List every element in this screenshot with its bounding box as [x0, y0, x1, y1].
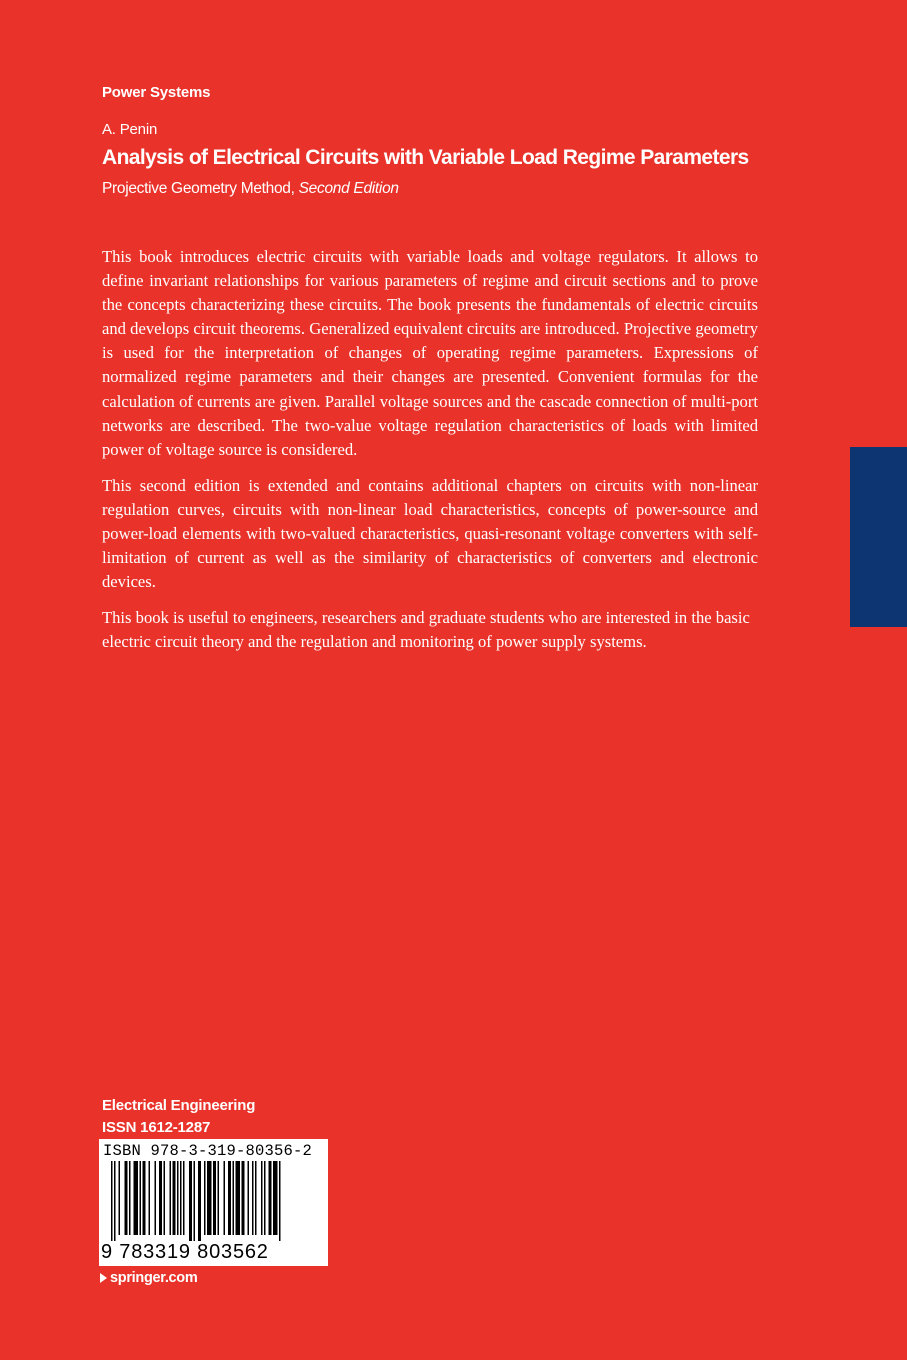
barcode-bar	[111, 1161, 113, 1241]
barcode-bar	[213, 1161, 216, 1235]
barcode-bar	[198, 1161, 201, 1241]
barcode-bar	[242, 1161, 245, 1235]
barcode-bar	[233, 1161, 235, 1235]
barcode-bar	[143, 1161, 146, 1235]
barcode-bar	[236, 1161, 241, 1235]
barcode-bar	[228, 1161, 231, 1235]
barcode-bar	[134, 1161, 139, 1235]
barcode-bar	[207, 1161, 212, 1235]
barcode-bar	[261, 1161, 263, 1235]
barcode-bar	[279, 1161, 281, 1241]
barcode-bar	[273, 1161, 278, 1235]
author-name: A. Penin	[102, 121, 158, 138]
spine-color-tab	[850, 447, 907, 627]
description-paragraph: This second edition is extended and contains additional chapters on circuits with non-linear regulation curves, circuits with non-linear load characteristics, concepts of power-source and power-load elements with two-valued characteristics, quasi-resonant voltage converters with self-limitation of current as well as the similarity of characteristics of converters and electronic devices.	[102, 475, 758, 592]
barcode-bar	[114, 1161, 116, 1241]
barcode-bar	[248, 1161, 250, 1235]
subtitle-text: Projective Geometry Method,	[102, 180, 295, 197]
barcode-bar	[119, 1161, 121, 1235]
barcode-bar	[177, 1161, 179, 1235]
barcode-bar	[204, 1161, 206, 1235]
barcode-bar	[224, 1161, 226, 1235]
description-paragraph: This book is useful to engineers, researchers and graduate students who are interested in the basic electric circuit theory and the regulation and monitoring of power supply systems.	[102, 608, 750, 652]
barcode-bar	[170, 1161, 172, 1235]
publisher-url: springer.com	[110, 1270, 198, 1286]
barcode-bar	[164, 1161, 166, 1235]
barcode-bar	[180, 1161, 182, 1235]
publisher-link[interactable]	[100, 1270, 197, 1286]
subject-category: Electrical Engineering	[102, 1097, 256, 1114]
isbn-label: ISBN 978-3-319-80356-2	[103, 1142, 313, 1160]
barcode-bar	[252, 1161, 254, 1235]
series-name: Power Systems	[102, 84, 211, 101]
barcode-bar	[129, 1161, 131, 1235]
barcode-bar	[189, 1161, 192, 1241]
barcode-bar	[269, 1161, 272, 1235]
book-title: Analysis of Electrical Circuits with Variable Load Regime Parameters	[102, 146, 749, 169]
barcode-icon	[111, 1161, 317, 1241]
issn-label: ISSN 1612-1287	[102, 1119, 211, 1136]
barcode-bar	[125, 1161, 128, 1235]
barcode-panel	[99, 1139, 328, 1266]
book-subtitle	[102, 180, 399, 198]
description-paragraph: This book introduces electric circuits with variable loads and voltage regulators. It allows to define invariant relationships for various parameters of regime and circuit sections and to prove the concepts characterizing these circuits. The book presents the fundamentals of electric circuits and develops circuit theorems. Generalized equivalent circuits are introduced. Projective geometry is used for the interpretation of changes of operating regime parameters. Expressions of normalized regime parameters and their changes are presented. Convenient formulas for the calculation of currents are given. Parallel voltage sources and the cascade connection of multi-port networks are described. The two-value voltage regulation characteristics of loads with limited power of voltage source is considered.	[102, 247, 758, 459]
barcode-bar	[140, 1161, 142, 1235]
barcode-bar	[264, 1161, 266, 1235]
barcode-bar	[194, 1161, 196, 1241]
barcode-bar	[218, 1161, 220, 1235]
barcode-bar	[183, 1161, 185, 1235]
arrow-right-icon	[100, 1273, 107, 1283]
edition-label: Second Edition	[298, 180, 399, 197]
barcode-bar	[173, 1161, 176, 1235]
ean-digits: 9 783319 803562	[101, 1241, 269, 1263]
barcode-bar	[149, 1161, 151, 1235]
description	[102, 245, 758, 667]
barcode-bar	[155, 1161, 157, 1235]
barcode-bar	[255, 1161, 257, 1235]
barcode-bar	[159, 1161, 162, 1235]
